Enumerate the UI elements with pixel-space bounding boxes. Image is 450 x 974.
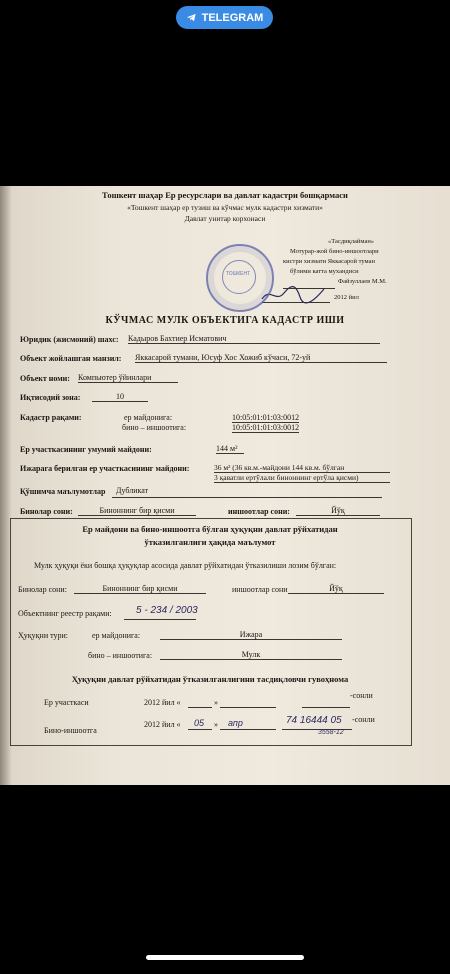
section-buildings-value: Биноннинг бир қисми [74, 585, 206, 594]
approval-line-3: кистри хизмати Яккасарой туман [283, 258, 375, 265]
land-plot-value: 10:05:01:01:03:0012 [232, 413, 300, 422]
owner-label: Юридик (жисмоний) шахс: [20, 335, 119, 344]
telegram-label: TELEGRAM [201, 11, 264, 24]
header-line-1: Тошкент шаҳар Ер ресурслари ва давлат кадастри бошқармаси [102, 190, 348, 200]
stamp-icon: ТОШКЕНТ [206, 244, 274, 312]
total-area-value: 144 м² [216, 445, 244, 454]
telegram-button[interactable] [176, 6, 273, 29]
approval-line-1: «Тасдиқлайман» [328, 238, 375, 245]
registry-value: 5 - 234 / 2003 [136, 605, 198, 616]
document-title: КЎЧМАС МУЛК ОБЪЕКТИГА КАДАСТР ИШИ [105, 315, 345, 326]
header-line-2: «Тошкент шаҳар ер тузиш ва кўчмас мулк кадастри хизмати» [127, 203, 323, 212]
rights-building-value: Мулк [160, 651, 342, 660]
address-value: Яккасарой тумани, Юсуф Хос Хожиб кўчаси, 72-уй [135, 354, 387, 363]
building-cert-mid: » [214, 720, 218, 729]
zone-value: 10 [92, 393, 148, 402]
section-intro: Мулк ҳуқуқи ёки бошқа ҳуқуқлар асосида давлат рўйхатидан ўтказилиши лозим бўлган: [34, 561, 337, 570]
owner-value: Кадыров Бахтиер Исматович [128, 335, 380, 344]
address-label: Объект жойлашган манзил: [20, 354, 122, 363]
building-cert-number-2: 3558-12 [318, 729, 344, 736]
telegram-icon [186, 12, 197, 23]
buildings-value: Биноннинг бир қисми [78, 507, 196, 516]
section-title-2: ўтказилганлиги ҳақида маълумот [144, 537, 276, 547]
rights-type-label: Ҳуқуқни тури: [18, 631, 69, 640]
rights-land-value: Ижара [160, 631, 342, 640]
section-buildings-label: Бинолар сони: [18, 585, 67, 594]
building-value: 10:05:01:01:03:0012 [232, 423, 300, 432]
section-title-1: Ер майдони ва бино-иншоотга бўлган ҳуқуқни давлат рўйхатидан [82, 524, 338, 534]
approval-line-5: Файзуллаев М.М. [338, 278, 387, 285]
registry-label: Объектнинг реестр рақами: [18, 609, 112, 618]
rights-land-label: ер майдонига: [92, 631, 141, 640]
structures-value: Йўқ [296, 507, 380, 516]
section-structures-value: Йўқ [288, 585, 384, 594]
object-label: Объект номи: [20, 374, 70, 383]
building-cert-day: 05 [194, 718, 205, 728]
home-indicator[interactable] [146, 955, 304, 960]
section-structures-label: иншоотлар сони [232, 585, 288, 594]
approval-line-2: Мотурар-жой бино-иншоотлари [290, 248, 379, 255]
object-value: Компьютер ўйинлари [78, 374, 178, 383]
cert-title: Ҳуқуқни давлат рўйхатидан ўтказилганлигини тасдиқловчи гувоҳнома [71, 674, 349, 684]
building-cert-month: апр [228, 718, 243, 728]
building-cert-suffix: -сонли [352, 715, 375, 724]
rights-building-label: бино – иншоотига: [88, 651, 153, 660]
building-cert-year: 2012 йил « [144, 720, 181, 729]
building-label: бино – иншоотига: [122, 423, 187, 432]
extra-value: Дубликат [116, 486, 149, 495]
zone-label: Иқтисодий зона: [20, 393, 81, 402]
lease-label: Ижарага берилган ер участкасининг майдони: [20, 464, 190, 473]
land-cert-year: 2012 йил « [144, 698, 181, 707]
extra-label: Қўшимча маълумотлар [20, 487, 106, 496]
total-area-label: Ер участкасининг умумий майдони: [20, 445, 152, 454]
land-cert-mid: » [214, 698, 218, 707]
building-cert-number: 74 16444 05 [286, 715, 342, 726]
cadastre-label: Кадастр рақами: [20, 413, 82, 422]
land-cert-suffix: -сонли [350, 691, 373, 700]
lease-value-2: 3 қаватли ертўлали биноннинг ертўла қисми) [214, 474, 390, 483]
approval-date: 2012 йил [334, 294, 359, 301]
structures-label: иншоотлар сони: [228, 507, 290, 516]
approval-line-4: бўлими катта мухандиси [290, 268, 359, 275]
header-line-3: Давлат унитар корхонаси [184, 214, 266, 223]
land-plot-label: ер майдонига: [124, 413, 173, 422]
buildings-label: Бинолар сони: [20, 507, 73, 516]
lease-value-1: 36 м² (36 кв.м.-майдони 144 кв.м. бўлган [214, 464, 390, 473]
building-cert-label: Бино-иншоотга [44, 726, 97, 735]
land-cert-label: Ер участкаси [44, 698, 89, 707]
